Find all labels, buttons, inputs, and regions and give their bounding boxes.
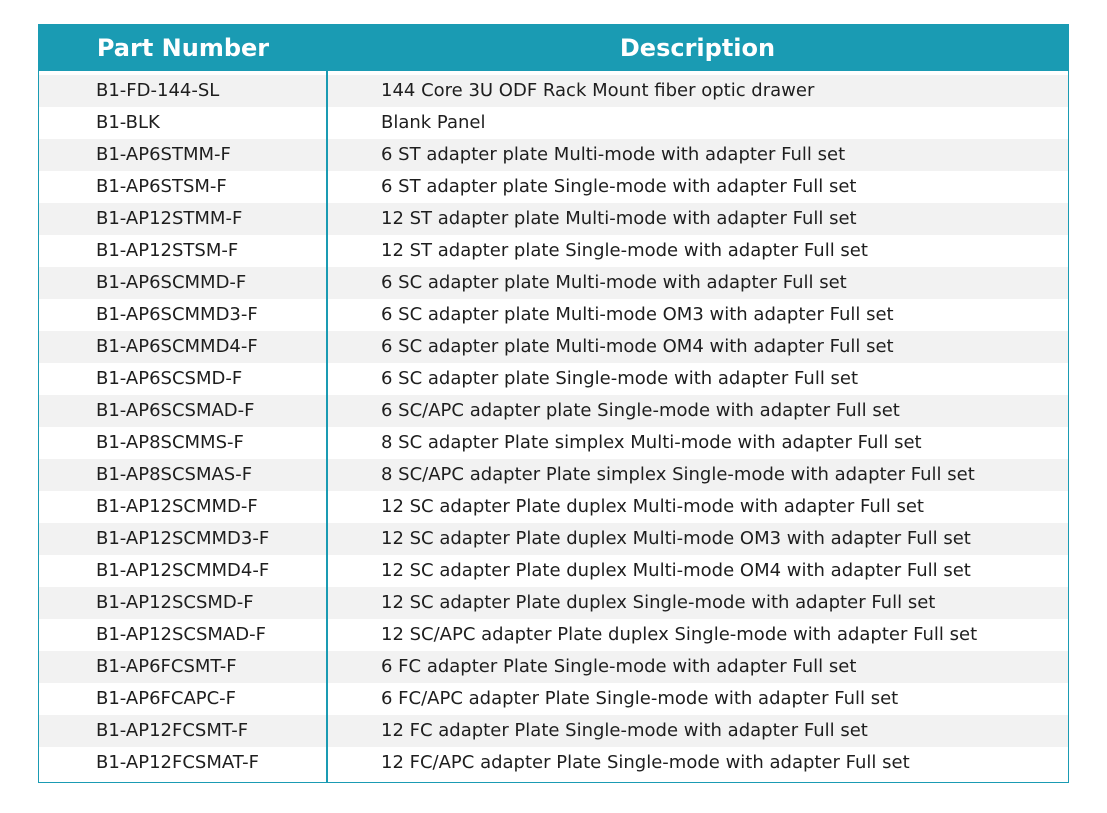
part-number-cell: B1-AP12FCSMT-F	[96, 720, 249, 741]
table-row	[39, 331, 1068, 363]
description-cell: 12 ST adapter plate Multi-mode with adapter Full set	[381, 208, 857, 229]
table-row	[39, 683, 1068, 715]
description-cell: 12 SC adapter Plate duplex Multi-mode OM4 with adapter Full set	[381, 560, 971, 581]
description-cell: 12 SC adapter Plate duplex Single-mode with adapter Full set	[381, 592, 936, 613]
table-row	[39, 171, 1068, 203]
description-cell: 6 FC/APC adapter Plate Single-mode with adapter Full set	[381, 688, 899, 709]
table-row	[39, 203, 1068, 235]
description-cell: 6 FC adapter Plate Single-mode with adapter Full set	[381, 656, 857, 677]
description-cell: 12 SC adapter Plate duplex Multi-mode OM3 with adapter Full set	[381, 528, 971, 549]
description-cell: 6 SC/APC adapter plate Single-mode with adapter Full set	[381, 400, 900, 421]
part-number-cell: B1-AP8SCSMAS-F	[96, 464, 253, 485]
part-number-cell: B1-AP12SCSMAD-F	[96, 624, 266, 645]
part-number-cell: B1-AP12SCMMD3-F	[96, 528, 270, 549]
part-number-cell: B1-AP12SCSMD-F	[96, 592, 254, 613]
description-cell: 12 FC/APC adapter Plate Single-mode with adapter Full set	[381, 752, 910, 773]
part-number-cell: B1-AP6STMM-F	[96, 144, 231, 165]
table-row	[39, 139, 1068, 171]
part-number-cell: B1-AP6SCMMD3-F	[96, 304, 258, 325]
part-number-cell: B1-AP6FCAPC-F	[96, 688, 237, 709]
table-row	[39, 235, 1068, 267]
table-row	[39, 427, 1068, 459]
table-row	[39, 619, 1068, 651]
part-number-cell: B1-AP12SCMMD4-F	[96, 560, 270, 581]
description-cell: 6 SC adapter plate Multi-mode OM3 with adapter Full set	[381, 304, 894, 325]
description-cell: Blank Panel	[381, 112, 486, 133]
part-number-cell: B1-FD-144-SL	[96, 80, 220, 101]
header-description: Description	[619, 34, 776, 62]
part-number-cell: B1-AP12SCMMD-F	[96, 496, 258, 517]
row-background-part	[39, 107, 326, 139]
table-body	[39, 75, 1068, 779]
part-number-cell: B1-AP8SCMMS-F	[96, 432, 244, 453]
description-cell: 8 SC/APC adapter Plate simplex Single-mode with adapter Full set	[381, 464, 975, 485]
table-row	[39, 75, 1068, 107]
description-cell: 12 FC adapter Plate Single-mode with adapter Full set	[381, 720, 868, 741]
part-number-cell: B1-AP6SCMMD4-F	[96, 336, 258, 357]
part-number-cell: B1-AP12FCSMAT-F	[96, 752, 259, 773]
table-row	[39, 555, 1068, 587]
description-cell: 6 SC adapter plate Single-mode with adapter Full set	[381, 368, 859, 389]
table-row	[39, 107, 1068, 139]
header-part-number: Part Number	[96, 34, 270, 62]
table-row	[39, 651, 1068, 683]
part-number-cell: B1-AP12STSM-F	[96, 240, 239, 261]
table-row	[39, 459, 1068, 491]
description-cell: 12 SC/APC adapter Plate duplex Single-mode with adapter Full set	[381, 624, 978, 645]
part-number-cell: B1-AP12STMM-F	[96, 208, 243, 229]
table-header	[39, 25, 1068, 71]
table-row	[39, 299, 1068, 331]
description-cell: 6 SC adapter plate Multi-mode with adapter Full set	[381, 272, 847, 293]
table-row	[39, 267, 1068, 299]
part-number-cell: B1-AP6SCSMAD-F	[96, 400, 255, 421]
table-row	[39, 395, 1068, 427]
part-number-cell: B1-AP6FCSMT-F	[96, 656, 237, 677]
parts-table	[38, 24, 1069, 783]
table-row	[39, 587, 1068, 619]
part-number-cell: B1-AP6SCSMD-F	[96, 368, 243, 389]
part-number-cell: B1-BLK	[96, 112, 160, 133]
description-cell: 144 Core 3U ODF Rack Mount fiber optic drawer	[381, 80, 815, 101]
description-cell: 12 SC adapter Plate duplex Multi-mode with adapter Full set	[381, 496, 924, 517]
table-row	[39, 715, 1068, 747]
description-cell: 6 ST adapter plate Multi-mode with adapter Full set	[381, 144, 846, 165]
table-row	[39, 363, 1068, 395]
part-number-cell: B1-AP6SCMMD-F	[96, 272, 247, 293]
description-cell: 8 SC adapter Plate simplex Multi-mode with adapter Full set	[381, 432, 922, 453]
description-cell: 6 ST adapter plate Single-mode with adapter Full set	[381, 176, 857, 197]
description-cell: 6 SC adapter plate Multi-mode OM4 with adapter Full set	[381, 336, 894, 357]
description-cell: 12 ST adapter plate Single-mode with adapter Full set	[381, 240, 868, 261]
table-row	[39, 523, 1068, 555]
table-row	[39, 747, 1068, 779]
table-row	[39, 491, 1068, 523]
part-number-cell: B1-AP6STSM-F	[96, 176, 227, 197]
